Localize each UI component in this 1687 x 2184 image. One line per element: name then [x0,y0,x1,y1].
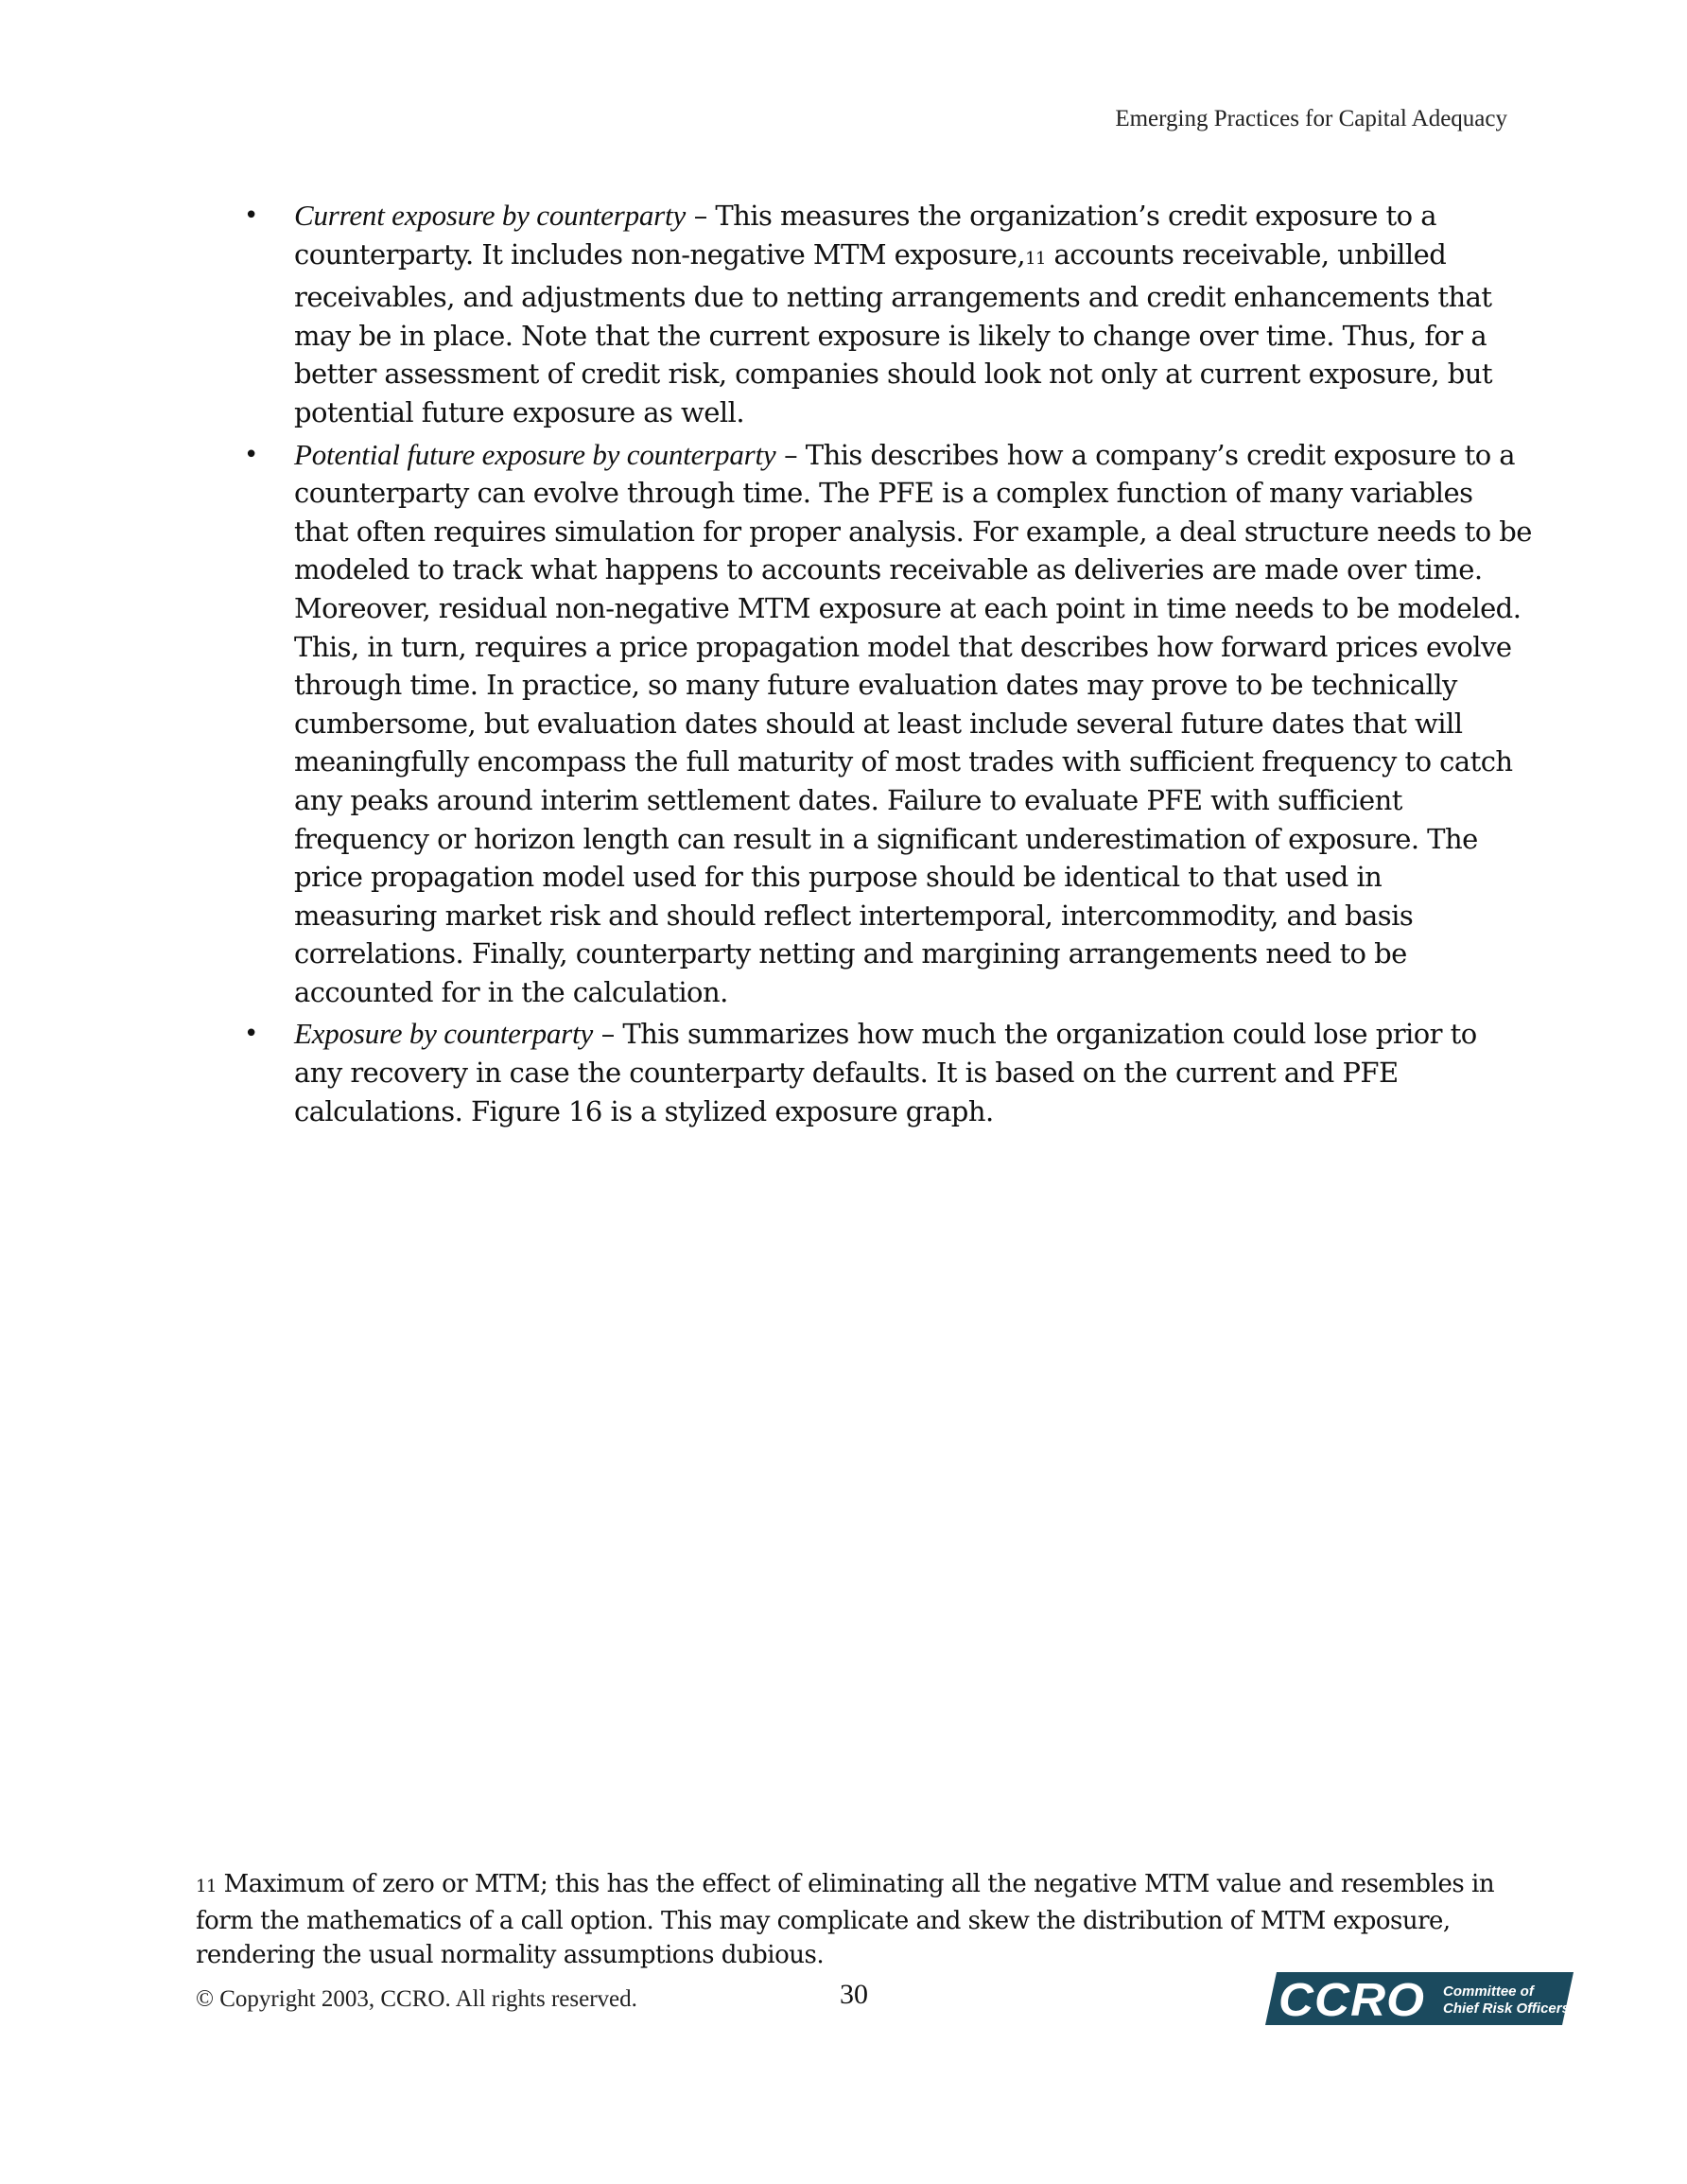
footnote-text: Maximum of zero or MTM; this has the effect of eliminating all the negative MTM value and resembles in form the mathematics of a call option. This may complicate and skew the distribution of MTM exposure, rendering the usual normality assumptions dubious. [196,1870,1495,1969]
footnote [196,1867,1539,1972]
bullet-potential-future-exposure [244,436,1532,1012]
copyright-notice: © Copyright 2003, CCRO. All rights reserved. [196,1986,637,2012]
bullet-exposure-by-counterparty [244,1015,1532,1130]
logo-tagline-1: Committee of [1443,1983,1534,2000]
logo-wordmark: CCRO [1278,1975,1425,2025]
bullet-marker: • [244,201,258,230]
footnote-reference[interactable]: 11 [1025,248,1046,269]
bullet-text-continued: accounts receivable, unbilled receivables, and adjustments due to netting arrangements and credit enhancements that may be in place. Note that the current exposure is likely to change over time. Thus, for a better assessment of credit risk, companies should look not only at current exposure, but potential future exposure as well. [294,237,1492,428]
logo-tagline-2: Chief Risk Officers [1443,2001,1570,2017]
bullet-text: – This summarizes how much the organization could lose prior to any recovery in case the counterparty defaults. It is based on the current and PFE calculations. Figure 16 is a stylized exposure graph. [294,1018,1477,1127]
bullet-term: Potential future exposure by counterparty [294,437,776,471]
bullet-term: Current exposure by counterparty [294,199,687,232]
page-number: 30 [840,1979,868,2010]
bullet-text: – This describes how a company’s credit exposure to a counterparty can evolve through time. The PFE is a complex function of many variables that often requires simulation for proper analysis. For example, a deal structure needs to be modeled to track what happens to accounts receivable as deliveries are made over time. Moreover, residual non-negative MTM exposure at each point in time needs to be modeled. This, in turn, requires a price propagation model that describes how forward prices evolve through time. In practice, so many future evaluation dates may prove to be technically cumbersome, but evaluation dates should at least include several future dates that will meaningfully encompass the full maturity of most trades with sufficient frequency to catch any peaks around interim settlement dates. Failure to evaluate PFE with sufficient frequency or horizon length can result in a significant underestimation of exposure. The price propagation model used for this purpose should be identical to that used in measuring market risk and should reflect intertemporal, intercommodity, and basis correlations. Finally, counterparty netting and margining arrangements need to be accounted for in the calculation. [294,438,1532,1008]
footnote-number: 11 [196,1877,217,1896]
bullet-current-exposure [244,197,1532,432]
ccro-logo [1265,1972,1574,2025]
running-header: Emerging Practices for Capital Adequacy [1115,106,1507,131]
bullet-marker: • [244,1020,258,1049]
bullet-term: Exposure by counterparty [294,1017,594,1051]
bullet-text: – This measures the organization’s credit exposure to a counterparty. It includes non-negative MTM exposure, [294,200,1436,271]
bullet-marker: • [244,440,258,469]
bullet-list [244,197,1532,1134]
